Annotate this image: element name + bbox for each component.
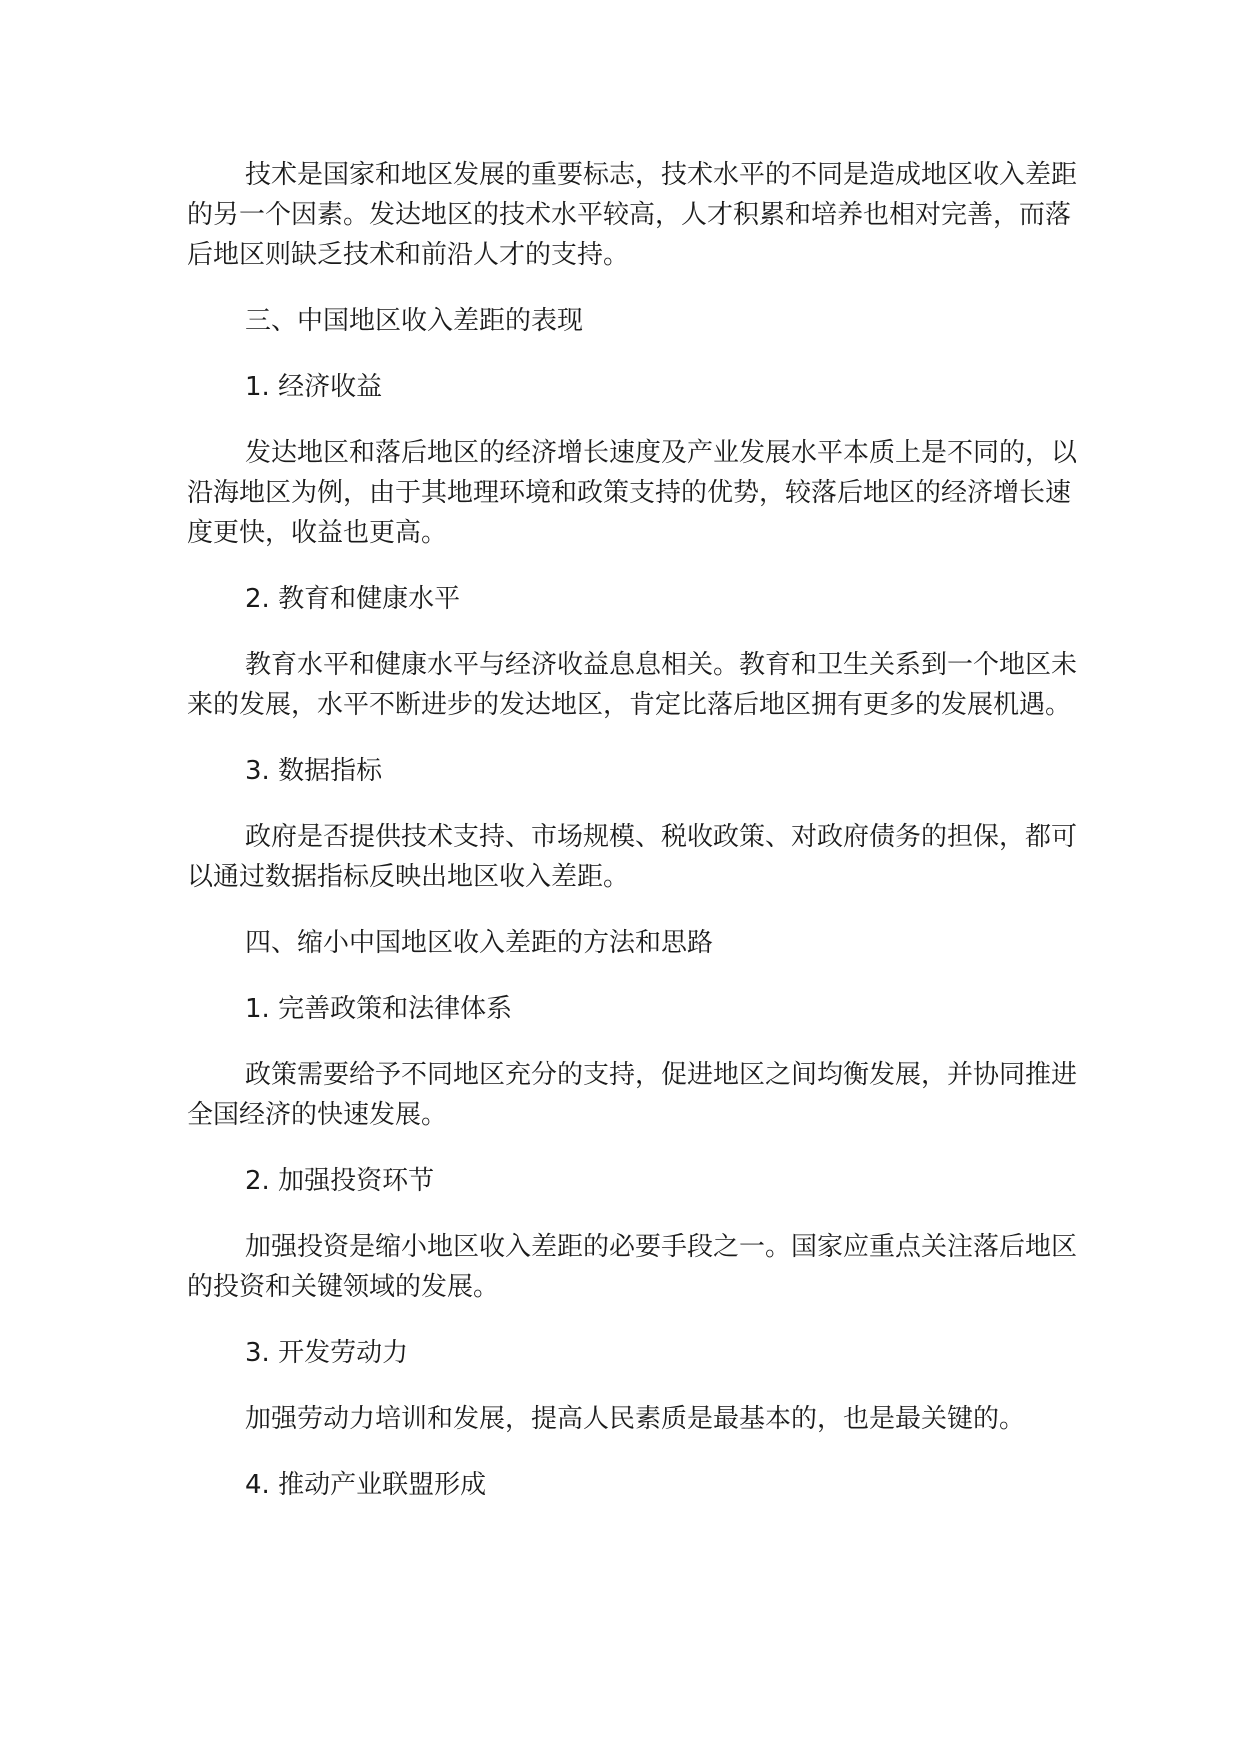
subheading-education-health: 2. 教育和健康水平 — [245, 584, 461, 614]
document-body — [187, 155, 1087, 1531]
paragraph-policy-law: 政策需要给予不同地区充分的支持，促进地区之间均衡发展，并协同推进全国经济的快速发展。 — [187, 1060, 1078, 1130]
paragraph-data-indicators: 政府是否提供技术支持、市场规模、税收政策、对政府债务的担保，都可以通过数据指标反映出地区收入差距。 — [187, 822, 1078, 892]
section-heading-4: 四、缩小中国地区收入差距的方法和思路 — [245, 928, 714, 958]
subheading-labor: 3. 开发劳动力 — [245, 1338, 409, 1368]
paragraph-technology: 技术是国家和地区发展的重要标志，技术水平的不同是造成地区收入差距的另一个因素。发达地区的技术水平较高，人才积累和培养也相对完善，而落后地区则缺乏技术和前沿人才的支持。 — [187, 160, 1078, 270]
subheading-investment: 2. 加强投资环节 — [245, 1166, 435, 1196]
subheading-economic-income: 1. 经济收益 — [245, 372, 383, 402]
subheading-policy-law: 1. 完善政策和法律体系 — [245, 994, 513, 1024]
paragraph-economic-income: 发达地区和落后地区的经济增长速度及产业发展水平本质上是不同的，以沿海地区为例，由于其地理环境和政策支持的优势，较落后地区的经济增长速度更快，收益也更高。 — [187, 438, 1078, 548]
paragraph-labor: 加强劳动力培训和发展，提高人民素质是最基本的，也是最关键的。 — [245, 1404, 1026, 1434]
section-heading-3: 三、中国地区收入差距的表现 — [245, 306, 584, 336]
paragraph-investment: 加强投资是缩小地区收入差距的必要手段之一。国家应重点关注落后地区的投资和关键领域的发展。 — [187, 1232, 1078, 1302]
subheading-industry-alliance: 4. 推动产业联盟形成 — [245, 1470, 487, 1500]
paragraph-education-health: 教育水平和健康水平与经济收益息息相关。教育和卫生关系到一个地区未来的发展，水平不断进步的发达地区，肯定比落后地区拥有更多的发展机遇。 — [187, 650, 1078, 720]
subheading-data-indicators: 3. 数据指标 — [245, 756, 383, 786]
